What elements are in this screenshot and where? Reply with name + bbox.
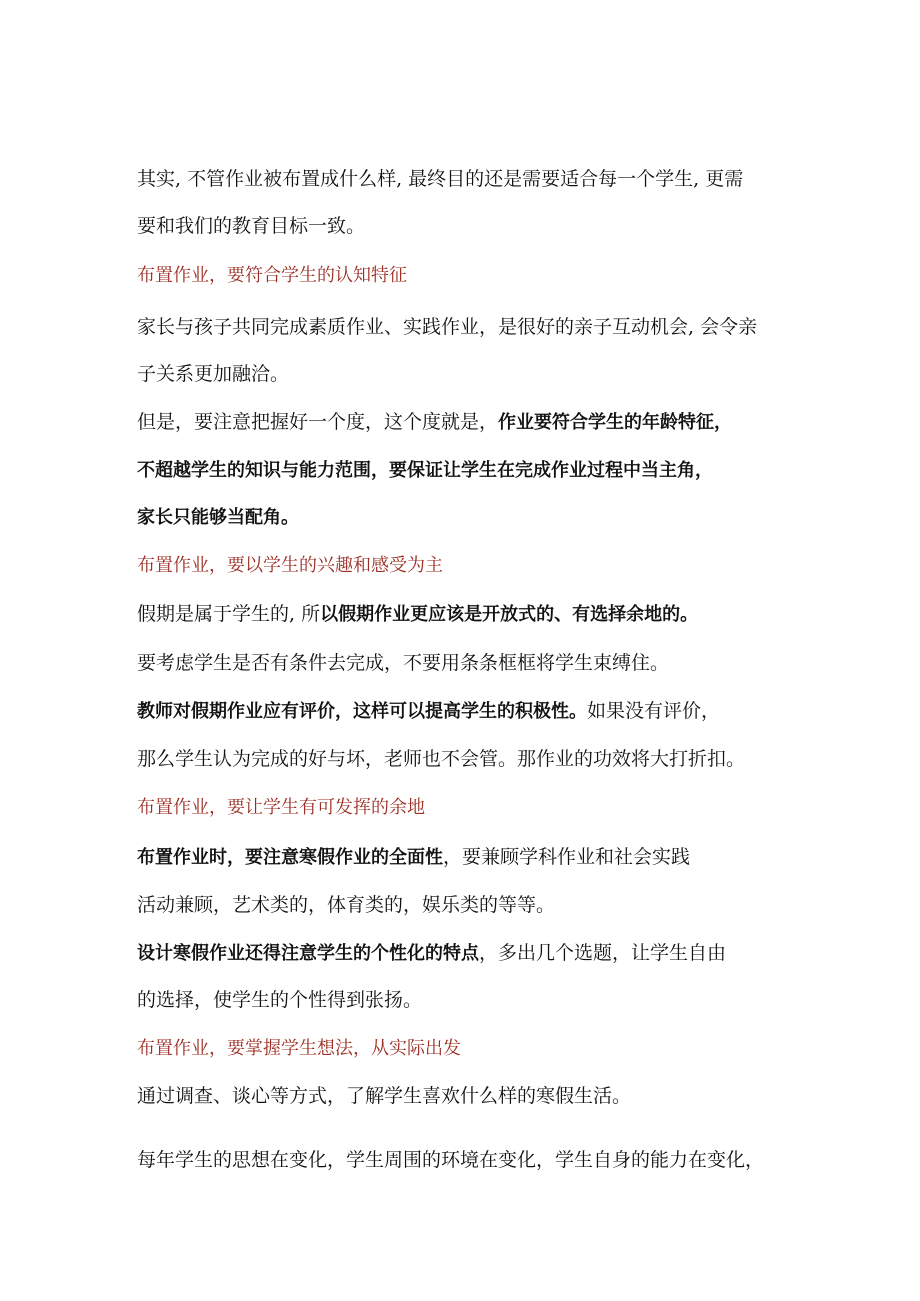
text-run: 通过调查、谈心等方式，了解学生喜欢什么样的寒假生活。	[137, 1085, 632, 1107]
paragraph-line	[137, 651, 669, 675]
text-run: ，多出几个选题，让学生自由	[479, 942, 727, 964]
section-heading	[137, 264, 407, 288]
paragraph-line	[137, 893, 555, 917]
paragraph-line	[137, 1148, 764, 1172]
text-run: 子关系更加融洽。	[137, 363, 290, 385]
section-heading	[137, 1037, 461, 1061]
bold-text-run: 以假期作业更应该是开放式的、有选择余地的。	[320, 604, 699, 625]
bold-text-run: 教师对假期作业应有评价，这样可以提高学生的积极性。	[137, 701, 587, 722]
paragraph-line	[137, 459, 713, 483]
text-run: 其实, 不管作业被布置成什么样, 最终目的还是需要适合每一个学生, 更需	[137, 168, 744, 190]
text-run: 要和我们的教育目标一致。	[137, 215, 366, 237]
heading-text: 布置作业，要以学生的兴趣和感受为主	[137, 555, 443, 576]
paragraph-line	[137, 747, 745, 771]
paragraph-line	[137, 315, 757, 339]
paragraph-line	[137, 1084, 631, 1108]
paragraph-line	[137, 214, 365, 238]
bold-text-run: 设计寒假作业还得注意学生的个性化的特点	[137, 943, 479, 964]
text-run: 但是，要注意把握好一个度，这个度就是，	[137, 411, 499, 433]
text-run: 那么学生认为完成的好与坏，老师也不会管。那作业的功效将大打折扣。	[137, 748, 746, 770]
heading-text: 布置作业，要符合学生的认知特征	[137, 265, 407, 286]
paragraph-line	[137, 506, 299, 530]
bold-text-run: 家长只能够当配角。	[137, 507, 299, 528]
text-run: 每年学生的思想在变化，学生周围的环境在变化，学生自身的能力在变化，	[137, 1149, 765, 1171]
section-heading	[137, 554, 443, 578]
paragraph-line	[137, 845, 690, 870]
text-run: 如果没有评价，	[587, 700, 721, 722]
text-run: 要考虑学生是否有条件去完成，不要用条条框框将学生束缚住。	[137, 652, 670, 674]
paragraph-line	[137, 362, 289, 386]
section-heading	[137, 796, 425, 820]
text-run: 的选择，使学生的个性得到张扬。	[137, 989, 423, 1011]
paragraph-line	[137, 988, 422, 1012]
text-run: 活动兼顾，艺术类的，体育类的，娱乐类的等等。	[137, 894, 556, 916]
text-run: 假期是属于学生的, 所	[137, 603, 321, 625]
heading-text: 布置作业，要让学生有可发挥的余地	[137, 797, 425, 818]
paragraph-line	[137, 699, 720, 724]
text-run: ，要兼顾学科作业和社会实践	[443, 846, 691, 868]
paragraph-line	[137, 410, 732, 435]
paragraph-line	[137, 941, 726, 966]
bold-text-run: 不超越学生的知识与能力范围，要保证让学生在完成作业过程中当主角，	[137, 460, 713, 481]
heading-text: 布置作业，要掌握学生想法，从实际出发	[137, 1038, 461, 1059]
bold-text-run: 布置作业时，要注意寒假作业的全面性	[137, 847, 443, 868]
paragraph-line	[137, 602, 698, 627]
bold-text-run: 作业要符合学生的年龄特征，	[498, 412, 733, 433]
text-run: 家长与孩子共同完成素质作业、实践作业，是很好的亲子互动机会, 会令亲	[137, 316, 758, 338]
paragraph-line	[137, 167, 743, 191]
